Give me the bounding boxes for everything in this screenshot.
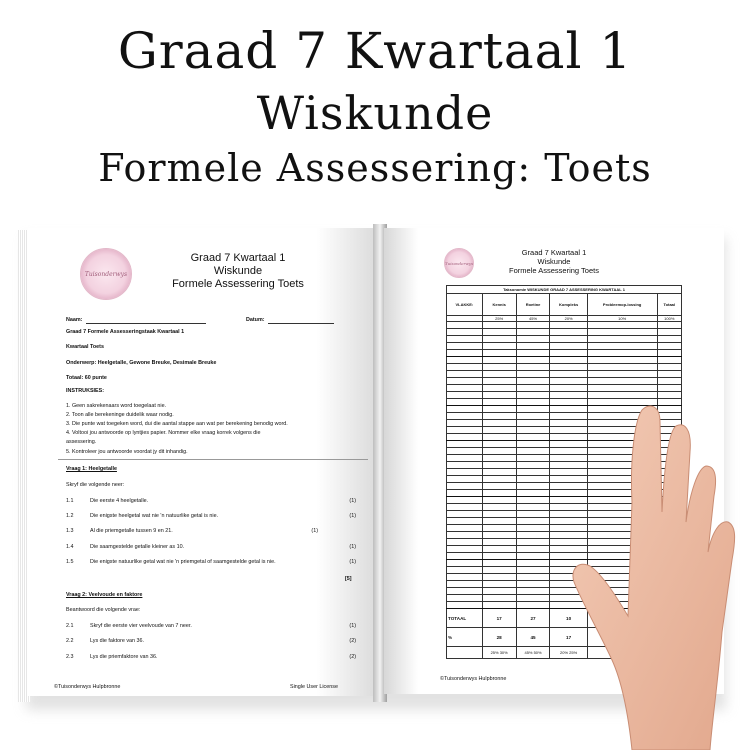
right-page-title-2: Wiskunde <box>537 257 571 266</box>
table-cell <box>482 364 516 371</box>
table-cell <box>482 476 516 483</box>
table-row <box>447 336 682 343</box>
table-row <box>447 364 682 371</box>
table-cell <box>482 399 516 406</box>
table-cell <box>482 336 516 343</box>
footer-copyright: ©Tuisonderwys Hulpbronne <box>54 684 121 690</box>
table-cell <box>516 483 550 490</box>
table-cell <box>516 518 550 525</box>
table-cell <box>447 567 483 574</box>
table-cell <box>482 574 516 581</box>
table-cell <box>482 427 516 434</box>
question-text: Lys die faktore van 36. <box>90 638 145 644</box>
table-cell <box>482 357 516 364</box>
table-cell <box>516 497 550 504</box>
table-row <box>447 343 682 350</box>
table-cell <box>587 322 657 329</box>
table-cell <box>516 602 550 609</box>
table-cell <box>516 525 550 532</box>
table-cell <box>550 385 587 392</box>
table-cell <box>447 455 483 462</box>
table-cell <box>516 504 550 511</box>
table-cell <box>447 595 483 602</box>
table-cell <box>657 385 681 392</box>
question-text: Skryf die eerste vier veelvoude van 7 neer. <box>90 623 192 629</box>
table-cell <box>657 364 681 371</box>
table-cell <box>516 329 550 336</box>
right-page-title-1: Graad 7 Kwartaal 1 <box>521 248 587 257</box>
table-cell: 25% <box>482 316 516 322</box>
table-cell <box>657 350 681 357</box>
question-number: 2.3 <box>66 654 74 660</box>
table-cell <box>447 546 483 553</box>
table-cell <box>516 560 550 567</box>
table-cell <box>516 371 550 378</box>
table-row <box>447 371 682 378</box>
table-cell <box>447 647 483 659</box>
table-cell <box>550 343 587 350</box>
table-cell <box>447 350 483 357</box>
question-text: Die saamgestelde getalle kleiner as 10. <box>90 544 185 550</box>
table-cell: 17 <box>550 628 587 647</box>
table-row <box>447 350 682 357</box>
question-marks: (1) <box>349 513 356 519</box>
question-number: 2.2 <box>66 638 74 644</box>
table-cell: 20% <box>550 316 587 322</box>
table-cell <box>482 504 516 511</box>
table-cell <box>482 595 516 602</box>
table-cell: 28 <box>482 628 516 647</box>
footer-license: Single User License <box>290 684 338 690</box>
table-cell <box>516 581 550 588</box>
table-cell <box>516 588 550 595</box>
table-cell <box>587 357 657 364</box>
table-cell <box>550 364 587 371</box>
table-cell <box>447 483 483 490</box>
table-cell <box>482 525 516 532</box>
table-cell <box>482 378 516 385</box>
table-cell: 45% <box>516 316 550 322</box>
table-cell <box>447 357 483 364</box>
table-cell <box>447 371 483 378</box>
table-cell <box>550 378 587 385</box>
question-text: Die eerste 4 heelgetalle. <box>90 498 149 504</box>
table-cell <box>482 434 516 441</box>
table-cell: 25% 30% <box>482 647 516 659</box>
table-cell <box>587 385 657 392</box>
table-cell <box>516 392 550 399</box>
table-cell <box>516 455 550 462</box>
table-cell <box>516 553 550 560</box>
question-number: 1.5 <box>66 559 74 565</box>
table-cell <box>482 350 516 357</box>
left-page <box>28 228 380 696</box>
question-number: 1.3 <box>66 528 74 534</box>
table-cell <box>516 413 550 420</box>
table-cell <box>482 518 516 525</box>
table-cell <box>447 385 483 392</box>
table-cell <box>447 511 483 518</box>
table-cell <box>516 350 550 357</box>
table-cell <box>516 448 550 455</box>
table-cell <box>447 532 483 539</box>
table-row <box>447 378 682 385</box>
table-cell <box>482 322 516 329</box>
table-cell: 17 <box>482 609 516 628</box>
question-number: 1.4 <box>66 544 74 550</box>
question-marks: (1) <box>349 544 356 550</box>
table-cell <box>447 518 483 525</box>
question-text: Lys die priemfaktore van 36. <box>90 654 158 660</box>
table-cell <box>516 441 550 448</box>
instruction-item: 3. Die punte wat toegeken word, dui die aantal stappe aan wat per berekening benodig word. <box>66 421 288 427</box>
table-cell <box>587 329 657 336</box>
table-cell <box>447 420 483 427</box>
table-cell <box>657 322 681 329</box>
table-cell <box>482 602 516 609</box>
table-cell <box>447 602 483 609</box>
table-cell <box>482 448 516 455</box>
right-page-title-3: Formele Assessering Toets <box>509 266 599 275</box>
table-cell <box>550 322 587 329</box>
table-cell <box>447 497 483 504</box>
q1-title: Vraag 1: Heelgetalle <box>66 466 117 472</box>
table-cell <box>482 546 516 553</box>
question-text: Die enigste heelgetal wat nie 'n natuurlike getal is nie. <box>90 513 219 519</box>
table-cell <box>482 462 516 469</box>
table-cell <box>447 413 483 420</box>
q1-total: [5] <box>345 576 352 582</box>
table-cell <box>482 385 516 392</box>
table-cell <box>587 378 657 385</box>
table-cell <box>657 357 681 364</box>
table-cell <box>447 427 483 434</box>
question-number: 1.1 <box>66 498 74 504</box>
table-cell <box>447 574 483 581</box>
table-cell <box>516 427 550 434</box>
column-header: Probleemop-lossing <box>587 294 657 316</box>
table-cell <box>447 553 483 560</box>
table-cell <box>482 413 516 420</box>
table-cell <box>447 322 483 329</box>
table-cell <box>447 560 483 567</box>
table-cell <box>482 455 516 462</box>
table-cell <box>447 343 483 350</box>
table-cell: 10 <box>550 609 587 628</box>
table-cell <box>482 441 516 448</box>
table-cell <box>447 406 483 413</box>
table-cell <box>516 434 550 441</box>
table-cell <box>587 371 657 378</box>
table-cell <box>482 567 516 574</box>
q2-intro: Beantwoord die volgende vrae: <box>66 607 141 613</box>
footer-copyright: ©Tuisonderwys Hulpbronne <box>440 676 507 682</box>
table-cell <box>516 336 550 343</box>
table-cell: 10% <box>587 316 657 322</box>
table-cell <box>516 595 550 602</box>
q1-intro: Skryf die volgende neer: <box>66 482 125 488</box>
table-cell <box>657 336 681 343</box>
table-cell <box>482 371 516 378</box>
table-row <box>447 329 682 336</box>
question-number: 2.1 <box>66 623 74 629</box>
table-cell <box>550 336 587 343</box>
q2-title: Vraag 2: Veelvoude en faktore <box>66 592 143 598</box>
table-cell <box>482 532 516 539</box>
table-cell <box>516 462 550 469</box>
table-cell <box>447 336 483 343</box>
table-cell <box>587 364 657 371</box>
table-cell <box>447 462 483 469</box>
table-cell <box>447 392 483 399</box>
table-cell <box>587 343 657 350</box>
table-cell <box>482 490 516 497</box>
left-page-title-3: Formele Assessering Toets <box>172 278 304 290</box>
table-cell <box>482 539 516 546</box>
title-line-2: Wiskunde <box>256 86 494 140</box>
table-cell <box>482 406 516 413</box>
title-line-3: Formele Assessering: Toets <box>98 146 652 190</box>
table-cell: TOTAAL <box>447 609 483 628</box>
date-field[interactable] <box>268 323 334 324</box>
table-cell <box>482 392 516 399</box>
column-header: Kompleks <box>550 294 587 316</box>
table-cell <box>447 364 483 371</box>
question-marks: (1) <box>349 559 356 565</box>
table-cell: 27 <box>516 609 550 628</box>
table-cell <box>516 406 550 413</box>
instruction-item: 2. Toon alle berekeninge duidelik waar nodig. <box>66 412 174 418</box>
table-cell <box>482 553 516 560</box>
name-label: Naam: <box>66 317 83 323</box>
table-cell <box>516 364 550 371</box>
table-cell <box>447 504 483 511</box>
table-cell <box>550 371 587 378</box>
table-row <box>447 322 682 329</box>
table-cell <box>516 490 550 497</box>
brand-logo <box>80 248 132 300</box>
table-cell: 45 <box>516 628 550 647</box>
table-cell <box>482 469 516 476</box>
question-number: 1.2 <box>66 513 74 519</box>
logo-text: Tuisonderwys <box>84 271 128 278</box>
table-cell <box>516 343 550 350</box>
table-cell <box>482 588 516 595</box>
table-cell <box>482 329 516 336</box>
table-cell <box>447 434 483 441</box>
table-cell <box>516 378 550 385</box>
left-page-title-2: Wiskunde <box>213 265 263 277</box>
table-cell <box>516 567 550 574</box>
table-cell <box>447 378 483 385</box>
table-cell <box>516 469 550 476</box>
table-cell <box>447 441 483 448</box>
table-cell <box>482 420 516 427</box>
column-header: Totaal <box>657 294 681 316</box>
table-cell <box>516 420 550 427</box>
table-cell <box>657 343 681 350</box>
table-row <box>447 385 682 392</box>
table-cell <box>516 532 550 539</box>
table-cell <box>516 539 550 546</box>
table-cell <box>447 469 483 476</box>
name-field[interactable] <box>86 323 206 324</box>
question-text: Die enigste natuurlike getal wat nie 'n priemgetal of saamgestelde getal is nie. <box>90 559 276 565</box>
table-cell <box>516 476 550 483</box>
table-cell <box>482 497 516 504</box>
table-cell <box>447 525 483 532</box>
table-cell <box>447 490 483 497</box>
column-header: Kennis <box>482 294 516 316</box>
table-cell <box>587 350 657 357</box>
table-cell <box>482 581 516 588</box>
column-header: Roetine <box>516 294 550 316</box>
table-cell <box>447 539 483 546</box>
table-cell <box>516 574 550 581</box>
table-cell <box>516 357 550 364</box>
table-cell: 20% 25% <box>550 647 587 659</box>
hand-image <box>572 392 750 750</box>
table-cell <box>482 511 516 518</box>
question-marks: (2) <box>349 638 356 644</box>
subject-line: Onderwerp: Heelgetalle, Gewone Breuke, Desimale Breuke <box>66 360 217 366</box>
divider <box>58 459 368 460</box>
table-cell <box>516 511 550 518</box>
table-cell <box>516 385 550 392</box>
table-cell <box>516 399 550 406</box>
question-marks: (1) <box>349 623 356 629</box>
table-cell <box>482 343 516 350</box>
instruction-item: 1. Geen sakrekenaars word toegelaat nie. <box>66 403 167 409</box>
table-cell <box>516 546 550 553</box>
instruction-item: 5. Kontroleer jou antwoorde voordat jy dit inhandig. <box>66 449 188 455</box>
title-line-1: Graad 7 Kwartaal 1 <box>117 22 633 80</box>
task-line: Graad 7 Formele Assesseringstaak Kwartaal 1 <box>66 329 185 335</box>
date-label: Datum: <box>246 317 265 323</box>
table-title: Taksonomie WISKUNDE GRAAD 7 ASSESSERING KWARTAAL 1 <box>447 286 682 294</box>
table-cell <box>482 483 516 490</box>
table-cell <box>516 322 550 329</box>
table-cell <box>550 357 587 364</box>
table-cell <box>447 399 483 406</box>
question-marks: (1) <box>349 498 356 504</box>
instructions-label: INSTRUKSIES: <box>66 388 105 394</box>
question-marks: (2) <box>349 654 356 660</box>
table-cell <box>657 329 681 336</box>
table-cell <box>447 588 483 595</box>
table-cell <box>447 581 483 588</box>
table-cell <box>482 560 516 567</box>
test-line: Kwartaal Toets <box>66 344 104 350</box>
column-header: VLAKKE: <box>447 294 483 316</box>
question-text: Al die priemgetalle tussen 9 en 21. <box>90 528 173 534</box>
logo-text: Tuisonderwys <box>445 261 474 267</box>
table-cell <box>550 329 587 336</box>
table-cell <box>550 350 587 357</box>
total-line: Totaal: 60 punte <box>66 375 107 381</box>
table-cell: 100% <box>657 316 681 322</box>
instruction-item: 4. Voltooi jou antwoorde op lyntjies papier. Nommer elke vraag korrek volgens die <box>66 430 261 436</box>
table-cell: % <box>447 628 483 647</box>
table-header-row <box>447 294 682 316</box>
table-cell: 45% 50% <box>516 647 550 659</box>
table-cell <box>657 371 681 378</box>
table-cell <box>447 329 483 336</box>
table-cell <box>447 476 483 483</box>
table-cell <box>587 336 657 343</box>
question-marks: (1) <box>311 528 318 534</box>
table-cell <box>447 448 483 455</box>
left-page-title-1: Graad 7 Kwartaal 1 <box>190 252 286 264</box>
table-row <box>447 357 682 364</box>
instruction-item: assessering. <box>66 439 97 445</box>
table-cell <box>657 378 681 385</box>
